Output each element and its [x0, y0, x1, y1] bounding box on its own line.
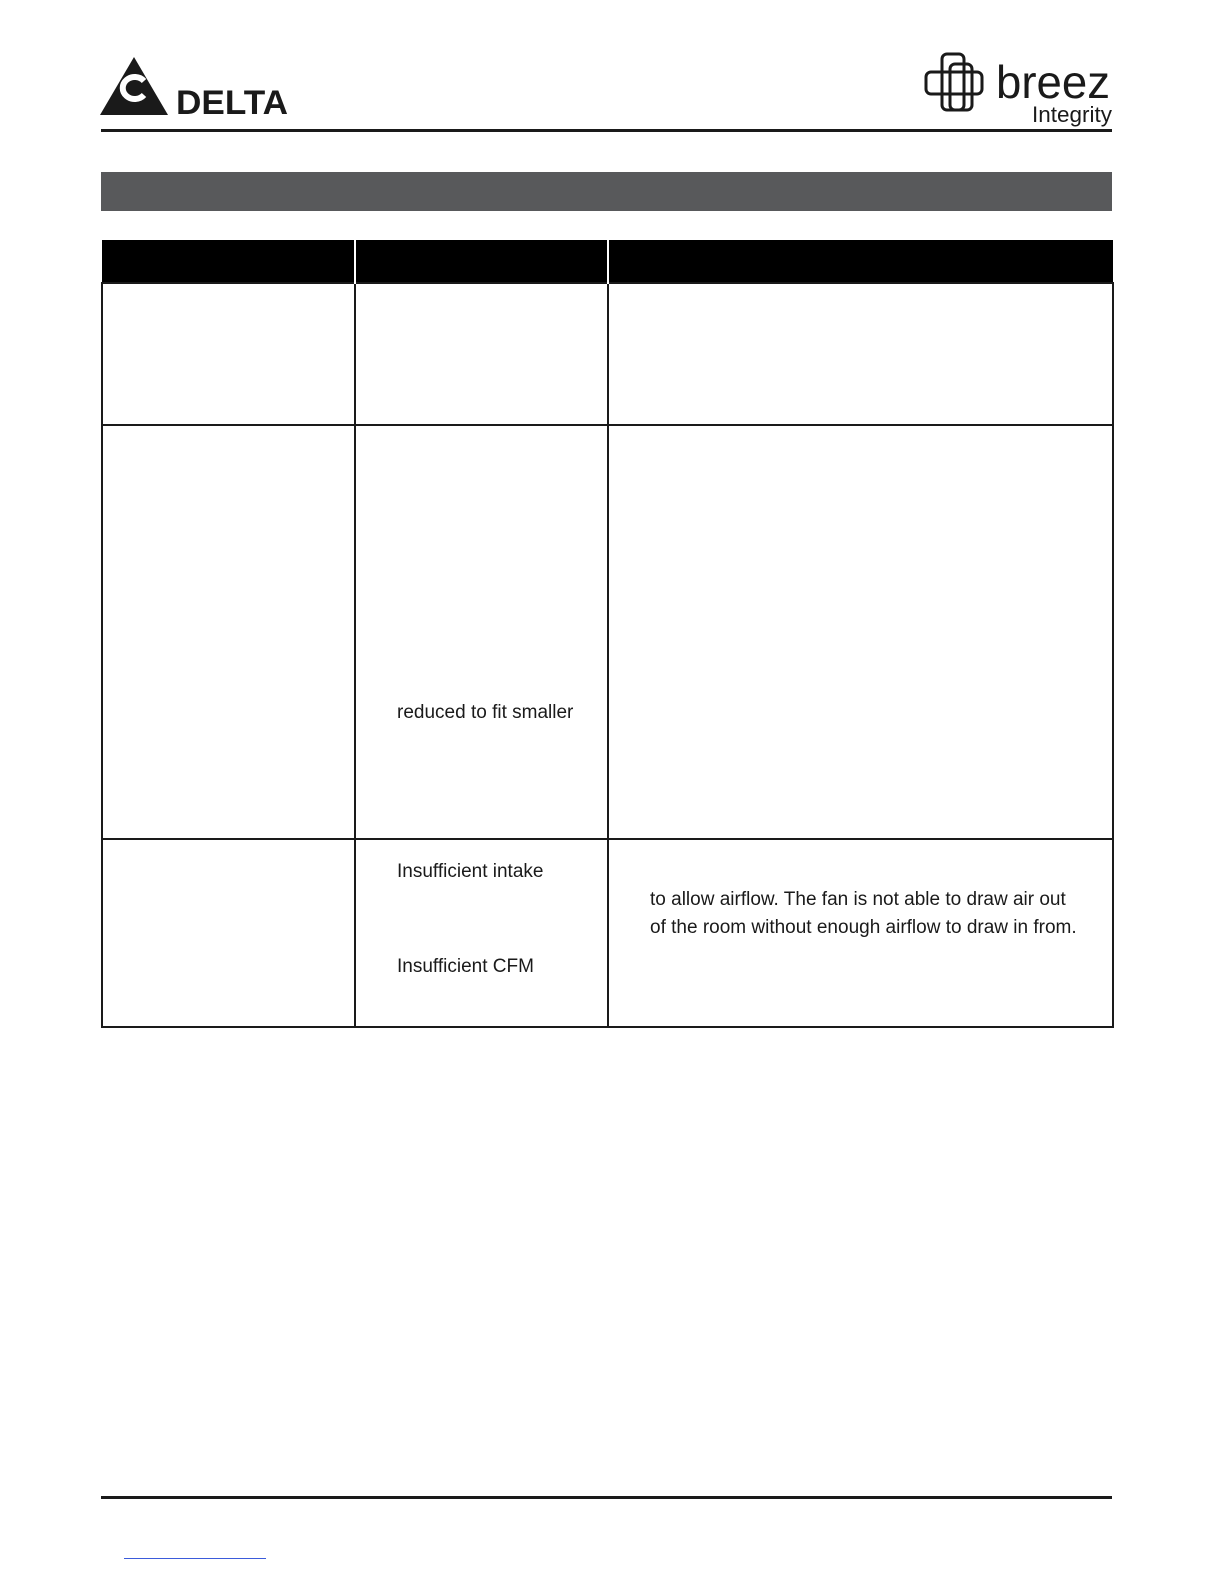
table-row — [102, 425, 1113, 839]
cause-text: reduced to fit smaller — [397, 702, 574, 723]
cause-text: Insufficient CFM — [397, 956, 534, 977]
breez-wordmark: breez — [996, 56, 1110, 108]
column-header — [102, 240, 355, 283]
cause-text: Insufficient intake — [397, 861, 544, 882]
column-header — [608, 240, 1113, 283]
footer-rule — [101, 1496, 1112, 1499]
table-header-row — [102, 240, 1113, 283]
delta-wordmark: DELTA — [176, 84, 288, 117]
delta-triangle-logo — [100, 57, 168, 115]
breez-tagline: Integrity — [1032, 102, 1112, 127]
header-rule — [101, 129, 1112, 132]
solution-cell — [608, 283, 1113, 425]
solution-cell — [608, 839, 1113, 1027]
table-row — [102, 283, 1113, 425]
column-header — [355, 240, 608, 283]
delta-logo — [100, 55, 290, 117]
solution-text: of the room without enough airflow to draw in from. — [650, 917, 1077, 938]
footer-link-underline[interactable] — [124, 1558, 266, 1559]
solution-text: to allow airflow. The fan is not able to draw air out — [650, 889, 1066, 910]
troubleshooting-table — [101, 240, 1114, 1028]
breez-knot-icon — [926, 54, 982, 110]
solution-cell — [608, 425, 1113, 839]
problem-cell — [102, 425, 355, 839]
cause-cell — [355, 839, 608, 1027]
problem-cell — [102, 283, 355, 425]
table-row — [102, 839, 1113, 1027]
cause-cell — [355, 425, 608, 839]
breez-logo — [922, 50, 1114, 128]
cause-cell — [355, 283, 608, 425]
problem-cell — [102, 839, 355, 1027]
section-title-bar — [101, 172, 1112, 211]
